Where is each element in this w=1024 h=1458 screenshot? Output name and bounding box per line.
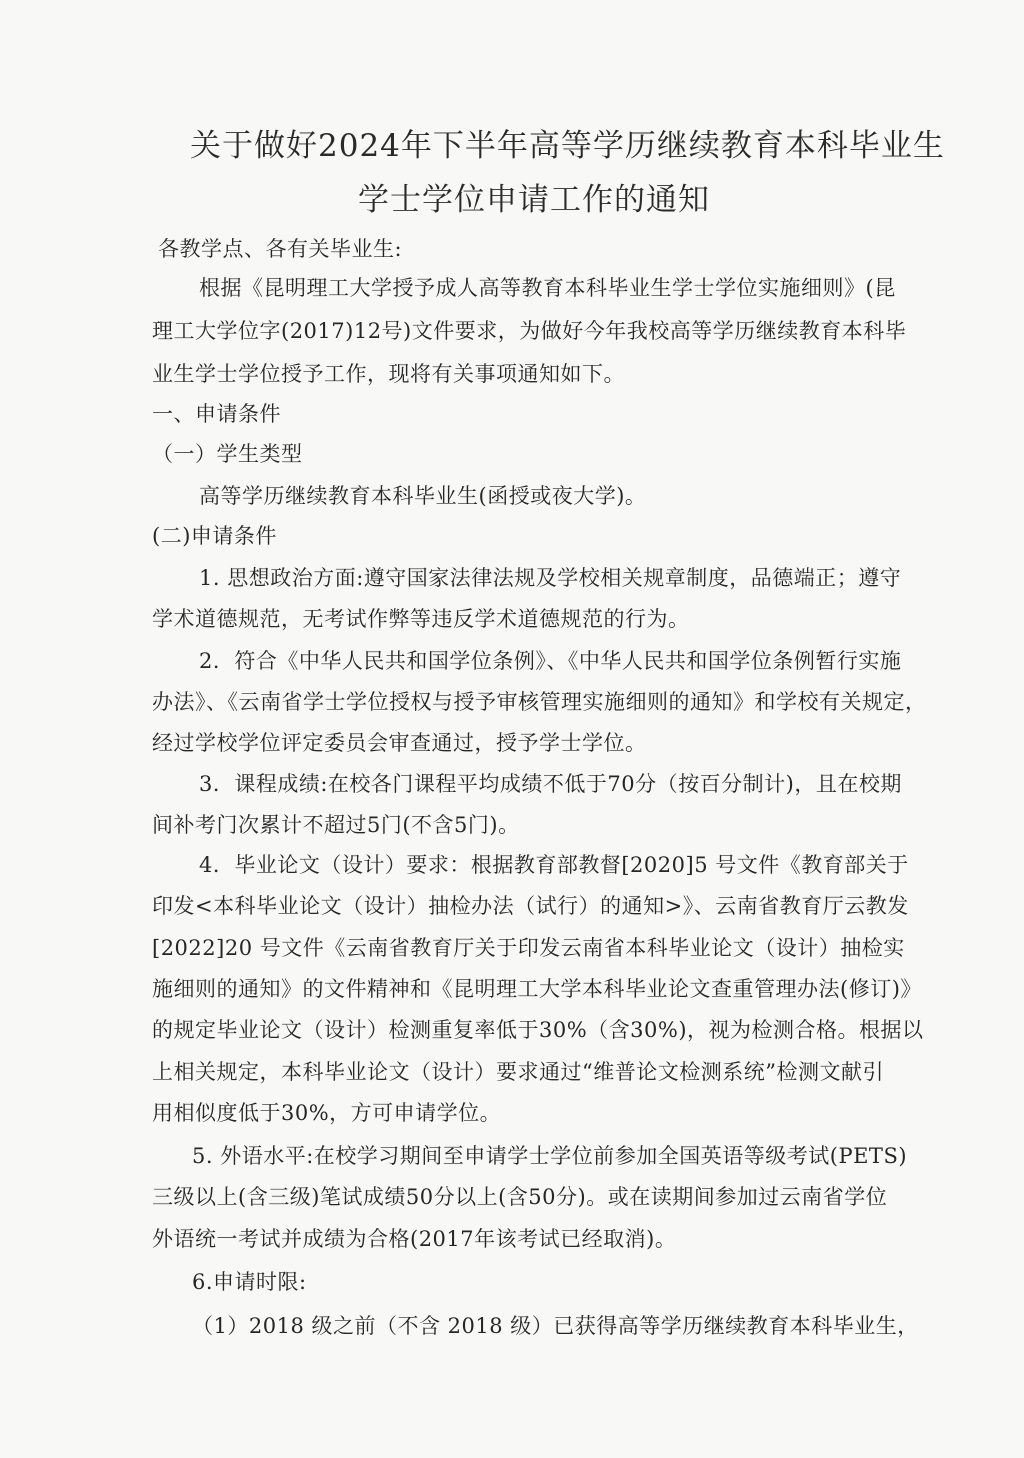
- condition-4-line-6: 上相关规定，本科毕业论文（设计）要求通过“维普论文检测系统”检测文献引: [152, 1060, 884, 1084]
- condition-3-line-2: 间补考门次累计不超过5门(不含5门)。: [152, 813, 520, 837]
- intro-line-3: 业生学士学位授予工作，现将有关事项通知如下。: [152, 362, 625, 386]
- condition-2-line-3: 经过学校学位评定委员会审查通过，授予学士学位。: [152, 731, 647, 755]
- salutation: 各教学点、各有关毕业生:: [158, 237, 403, 261]
- condition-4-line-3: [2022]20 号文件《云南省教育厅关于印发云南省本科毕业论文（设计）抽检实: [152, 936, 905, 960]
- condition-3-line-1: 3．课程成绩:在校各门课程平均成绩不低于70分（按百分制计)，且在校期: [199, 772, 902, 796]
- condition-4-line-1: 4．毕业论文（设计）要求：根据教育部教督[2020]5 号文件《教育部关于: [199, 853, 909, 877]
- condition-4-line-5: 的规定毕业论文（设计）检测重复率低于30%（含30%)，视为检测合格。根据以: [152, 1018, 924, 1042]
- subsection-2-heading: (二)申请条件: [152, 524, 277, 548]
- condition-2-line-2: 办法》、《云南省学士学位授权与授予审核管理实施细则的通知》和学校有关规定，: [152, 690, 927, 714]
- subsection-1-heading: （一）学生类型: [152, 442, 303, 466]
- condition-5-line-1: 5. 外语水平:在校学习期间至申请学士学位前参加全国英语等级考试(PETS): [192, 1144, 908, 1168]
- condition-4-line-7: 用相似度低于30%，方可申请学位。: [152, 1101, 502, 1125]
- condition-6-heading: 6.申请时限:: [192, 1270, 307, 1294]
- condition-2-line-1: 2．符合《中华人民共和国学位条例》、《中华人民共和国学位条例暂行实施: [199, 649, 902, 673]
- section-1-heading: 一、申请条件: [152, 402, 281, 426]
- intro-line-1: 根据《昆明理工大学授予成人高等教育本科毕业生学士学位实施细则》(昆: [199, 276, 896, 300]
- subsection-1-body: 高等学历继续教育本科毕业生(函授或夜大学)。: [199, 484, 647, 508]
- condition-4-line-2: 印发<本科毕业论文（设计）抽检办法（试行）的通知>》、云南省教育厅云教发: [152, 894, 909, 918]
- condition-5-line-2: 三级以上(含三级)笔试成绩50分以上(含50分)。或在读期间参加过云南省学位: [152, 1185, 888, 1209]
- condition-5-line-3: 外语统一考试并成绩为合格(2017年该考试已经取消)。: [152, 1227, 677, 1251]
- document-title-line-1: 关于做好2024年下半年高等学历继续教育本科毕业生: [190, 128, 945, 164]
- condition-6-1-line-1: （1）2018 级之前（不含 2018 级）已获得高等学历继续教育本科毕业生，: [192, 1314, 919, 1338]
- condition-4-line-4: 施细则的通知》的文件精神和《昆明理工大学本科毕业论文查重管理办法(修订)》: [152, 977, 922, 1001]
- condition-1-line-2: 学术道德规范，无考试作弊等违反学术道德规范的行为。: [152, 607, 690, 631]
- intro-line-2: 理工大学位字(2017)12号)文件要求，为做好今年我校高等学历继续教育本科毕: [152, 319, 907, 343]
- condition-1-line-1: 1. 思想政治方面:遵守国家法律法规及学校相关规章制度，品德端正；遵守: [199, 566, 902, 590]
- document-title-line-2: 学士学位申请工作的通知: [358, 182, 710, 218]
